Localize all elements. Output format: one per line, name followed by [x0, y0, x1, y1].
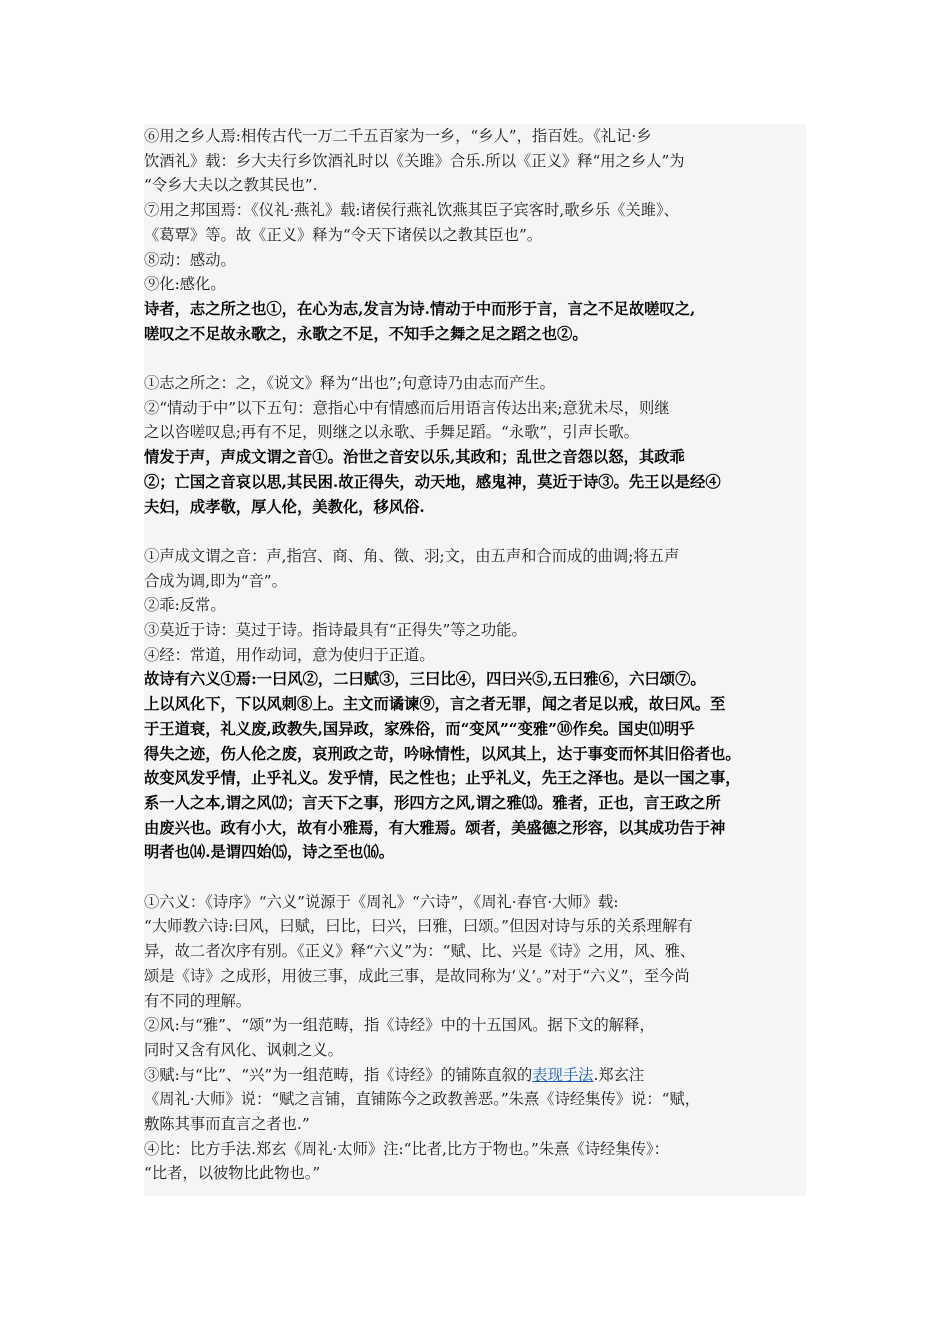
- text-line: 有不同的理解。: [144, 991, 252, 1010]
- text-line: ④比：比方手法.郑玄《周礼·太师》注:“比者,比方于物也。”朱熹《诗经集传》：: [144, 1139, 669, 1158]
- text-segment: .郑玄注: [593, 1065, 645, 1084]
- text-line: 《葛覃》等。故《正义》释为“令天下诸侯以之教其臣也”。: [144, 225, 543, 244]
- text-line: 异，故二者次序有别。《正义》释“六义”为：“赋、比、兴是《诗》之用，风、雅、: [144, 942, 696, 961]
- paragraph-gap: [144, 346, 806, 371]
- text-line: ⑥用之乡人焉:相传古代一万二千五百家为一乡，“乡人”，指百姓。《礼记·乡: [144, 127, 652, 145]
- text-line: 同时又含有风化、讽刺之义。: [144, 1040, 343, 1059]
- bold-text-line: 得失之迹，伤人伦之废，哀刑政之苛，吟咏情性，以风其上，达于事变而怀其旧俗者也。: [144, 744, 741, 763]
- text-line: ②乖:反常。: [144, 596, 226, 615]
- text-line: ②风:与“雅”、“颂”为一组范畴，指《诗经》中的十五国风。据下文的解释，: [144, 1016, 655, 1035]
- bold-text-line: 夫妇，成孝敬，厚人伦，美教化，移风俗.: [144, 497, 425, 516]
- bold-text-line: 故变风发乎情，止乎礼义。发乎情，民之性也；止乎礼义，先王之泽也。是以一国之事，: [144, 769, 741, 788]
- text-line: 饮酒礼》载：乡大夫行乡饮酒礼时以《关雎》合乐.所以《正义》释“用之乡人”为: [144, 151, 685, 170]
- text-line: ①六义：《诗序》“六义”说源于《周礼》“六诗”，《周礼·春官·大师》载:: [144, 892, 619, 911]
- document-body: [144, 124, 806, 1186]
- text-line: 合成为调,即为“音”。: [144, 571, 287, 590]
- bold-text-line: 系一人之本,谓之风⑿；言天下之事，形四方之风,谓之雅⒀。雅者，正也，言王政之所: [144, 793, 721, 812]
- bold-text-line: 于王道衰，礼义废,政教失,国异政，家殊俗，而“变风”“变雅”⑩作矣。国史⑾明乎: [144, 719, 695, 738]
- bold-text-line: 由废兴也。政有小大，故有小雅焉，有大雅焉。颂者，美盛德之形容，以其成功告于神: [144, 818, 726, 837]
- text-line: ①志之所之：之，《说文》释为“出也”;句意诗乃由志而产生。: [144, 374, 555, 393]
- text-line: “比者，以彼物比此物也。”: [144, 1164, 321, 1183]
- text-segment: ③赋:与“比”、“兴”为一组范畴，指《诗经》的铺陈直叙的: [144, 1065, 533, 1084]
- text-line: ②“情动于中”以下五句：意指心中有情感而后用语言传达出来;意犹未尽，则继: [144, 398, 670, 417]
- text-line: 《周礼·大师》说：“赋之言铺，直铺陈今之政教善恶。”朱熹《诗经集传》说：“赋，: [144, 1090, 701, 1109]
- bold-text-line: 情发于声，声成文谓之音①。治世之音安以乐,其政和；乱世之音怨以怒，其政乖: [144, 448, 685, 467]
- bold-text-line: 诗者，志之所之也①，在心为志,发言为诗.情动于中而形于言，言之不足故嗟叹之,: [144, 299, 696, 318]
- text-line: ⑦用之邦国焉：《仪礼·燕礼》载:诸侯行燕礼饮燕其臣子宾客时,歌乡乐《关雎》、: [144, 201, 679, 220]
- text-line: ⑨化:感化。: [144, 275, 226, 294]
- bold-text-line: 嗟叹之不足故永歌之，永歌之不足，不知手之舞之足之蹈之也②。: [144, 324, 588, 343]
- hyperlink[interactable]: 表现手法: [532, 1065, 594, 1084]
- text-line: “令乡大夫以之教其民也”.: [144, 176, 318, 195]
- paragraph-gap: [144, 519, 806, 544]
- bold-text-line: ②；亡国之音哀以思,其民困.故正得失，动天地，感鬼神，莫近于诗③。先王以是经④: [144, 472, 721, 491]
- text-line: ④经：常道，用作动词，意为使归于正道。: [144, 645, 435, 664]
- text-line: 颂是《诗》之成形，用彼三事，成此三事，是故同称为‘义’。”对于“六义”，至今尚: [144, 966, 690, 985]
- text-line: ①声成文谓之音：声,指宫、商、角、徵、羽;文，由五声和合而成的曲调;将五声: [144, 546, 680, 565]
- text-line: [144, 1063, 806, 1088]
- text-line: “大师教六诗:曰风，曰赋，曰比，曰兴，曰雅，曰颂。”但因对诗与乐的关系理解有: [144, 917, 693, 936]
- text-line: ⑧动：感动。: [144, 250, 236, 269]
- bold-text-line: 明者也⒁.是谓四始⒂，诗之至也⒃。: [144, 843, 395, 862]
- text-line: 敷陈其事而直言之者也.”: [144, 1115, 310, 1134]
- bold-text-line: 上以风化下，下以风刺⑧上。主文而谲谏⑨，言之者无罪，闻之者足以戒，故曰风。至: [144, 695, 726, 714]
- text-line: ③莫近于诗：莫过于诗。指诗最具有“正得失”等之功能。: [144, 621, 527, 640]
- paragraph-gap: [144, 865, 806, 890]
- bold-text-line: 故诗有六义①焉:一曰风②，二曰赋③，三曰比④，四曰兴⑤,五曰雅⑥，六曰颂⑦。: [144, 670, 706, 689]
- text-line: 之以咨嗟叹息;再有不足，则继之以永歌、手舞足蹈。“永歌”，引声长歌。: [144, 423, 639, 442]
